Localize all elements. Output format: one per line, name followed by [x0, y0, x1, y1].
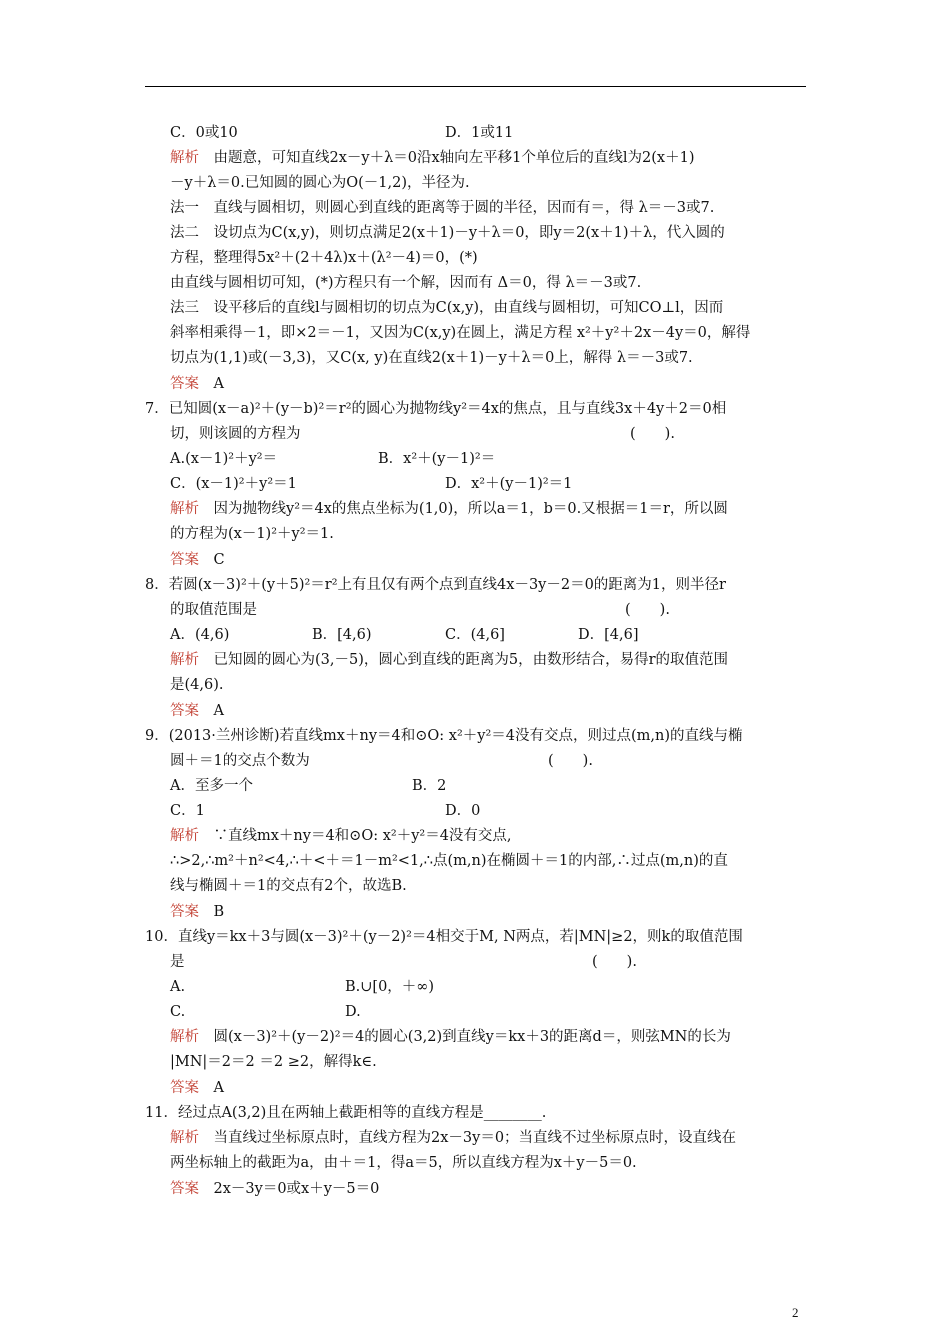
q8-analysis-line-1: 已知圆的圆心为(3,－5)，圆心到直线的距离为5，由数形结合，易得r的取值范围	[213, 652, 729, 668]
q6-analysis-line-1: 由题意，可知直线2x－y＋λ＝0沿x轴向左平移1个单位后的直线l为2(x＋1)	[213, 150, 695, 166]
q9-answer-blank: ( ).	[548, 753, 593, 769]
q9-option-a: A．至多一个	[170, 778, 253, 794]
q10-option-b: B.∪[0，＋∞)	[345, 979, 435, 995]
q8-answer-value: A	[213, 703, 224, 719]
q11-analysis-line-1: 当直线过坐标原点时，直线方程为2x－3y＝0；当直线不过坐标原点时，设直线在	[213, 1130, 737, 1146]
analysis-label: 解析	[170, 150, 199, 166]
q8-stem-line-2: 的取值范围是	[170, 602, 257, 618]
q6-method-2-line-1: 法二 设切点为C(x,y)，则切点满足2(x＋1)－y＋λ＝0，即y＝2(x＋1)＋λ，代入圆的	[170, 225, 725, 241]
q7-analysis	[170, 500, 728, 518]
q6-answer	[170, 375, 224, 393]
q10-option-a: A.	[170, 979, 186, 995]
q7-stem-line-1: 7．已知圆(x－a)²＋(y－b)²＝r²的圆心为抛物线y²＝4x的焦点，且与直线3x＋4y＋2＝0相	[145, 401, 727, 417]
q6-option-d: D．1或11	[445, 125, 514, 141]
q6-method-3-line-1: 法三 设平移后的直线l与圆相切的切点为C(x,y)，由直线与圆相切，可知CO⊥l，因而	[170, 300, 724, 316]
q6-analysis	[170, 149, 695, 167]
analysis-label: 解析	[170, 501, 199, 517]
q10-analysis-line-2: |MN|＝2＝2 ＝2 ≥2，解得k∈.	[170, 1054, 377, 1070]
q7-answer-value: C	[213, 552, 225, 568]
q6-method-3-line-2: 斜率相乘得－1，即×2＝－1，又因为C(x,y)在圆上，满足方程 x²＋y²＋2x－4y＝0，解得	[170, 325, 751, 341]
answer-label: 答案	[170, 1080, 199, 1096]
q10-stem-line-2: 是	[170, 954, 185, 970]
q9-analysis-line-2: ∴>2,∴m²＋n²<4,∴＋<＋＝1－m²<1,∴点(m,n)在椭圆＋＝1的内部,∴过点(m,n)的直	[170, 853, 728, 869]
q6-option-c: C．0或10	[170, 125, 238, 141]
q9-answer-value: B	[213, 904, 225, 920]
q8-analysis	[170, 651, 728, 669]
q10-option-d: D.	[345, 1004, 361, 1020]
q8-option-a: A．(4,6)	[170, 627, 230, 643]
q9-option-b: B．2	[412, 778, 447, 794]
q7-analysis-line-2: 的方程为(x－1)²＋y²＝1.	[170, 526, 334, 542]
q10-answer	[170, 1079, 224, 1097]
answer-label: 答案	[170, 376, 199, 392]
q6-method-2-line-2: 方程，整理得5x²＋(2＋4λ)x＋(λ²－4)＝0，(*)	[170, 250, 478, 266]
q8-answer-blank: ( ).	[625, 602, 670, 618]
q11-analysis-line-2: 两坐标轴上的截距为a，由＋＝1，得a＝5，所以直线方程为x＋y－5＝0.	[170, 1155, 637, 1171]
q9-option-c: C．1	[170, 803, 205, 819]
q10-answer-value: A	[213, 1080, 224, 1096]
q7-analysis-line-1: 因为抛物线y²＝4x的焦点坐标为(1,0)，所以a＝1，b＝0.又根据＝1＝r，所以圆	[213, 501, 728, 517]
q10-stem-line-1: 10．直线y＝kx＋3与圆(x－3)²＋(y－2)²＝4相交于M, N两点，若|MN|≥2，则k的取值范围	[145, 929, 743, 945]
page-number: 2	[792, 1305, 799, 1320]
analysis-label: 解析	[170, 1130, 199, 1146]
q8-analysis-line-2: 是(4,6).	[170, 677, 224, 693]
q9-answer	[170, 903, 224, 921]
analysis-label: 解析	[170, 828, 199, 844]
q11-answer-value: 2x－3y＝0或x＋y－5＝0	[213, 1181, 380, 1197]
q7-option-c: C．(x－1)²＋y²＝1	[170, 476, 297, 492]
analysis-label: 解析	[170, 1029, 199, 1045]
q11-stem: 11．经过点A(3,2)且在两轴上截距相等的直线方程是________.	[145, 1105, 547, 1121]
header-rule	[145, 86, 806, 87]
q7-option-b: B．x²＋(y－1)²＝	[378, 451, 496, 467]
q10-option-c: C.	[170, 1004, 186, 1020]
q6-method-3-line-3: 切点为(1,1)或(－3,3)，又C(x, y)在直线2(x＋1)－y＋λ＝0上，解得 λ＝－3或7.	[170, 350, 693, 366]
q6-method-2-line-3: 由直线与圆相切可知，(*)方程只有一个解，因而有 Δ＝0，得 λ＝－3或7.	[170, 275, 642, 291]
q8-option-c: C．(4,6]	[445, 627, 505, 643]
q11-answer	[170, 1180, 379, 1198]
q6-answer-value: A	[213, 376, 224, 392]
answer-label: 答案	[170, 904, 199, 920]
q7-answer-blank: ( ).	[630, 426, 675, 442]
q10-analysis	[170, 1028, 731, 1046]
q6-analysis-line-2: －y＋λ＝0.已知圆的圆心为O(－1,2)，半径为.	[170, 175, 470, 191]
q8-option-d: D．[4,6]	[578, 627, 639, 643]
answer-label: 答案	[170, 1181, 199, 1197]
q11-analysis	[170, 1129, 736, 1147]
answer-label: 答案	[170, 703, 199, 719]
q8-answer	[170, 702, 224, 720]
q9-option-d: D．0	[445, 803, 481, 819]
q9-stem-line-2: 圆＋＝1的交点个数为	[170, 753, 310, 769]
q7-option-d: D．x²＋(y－1)²＝1	[445, 476, 573, 492]
q9-stem-line-1: 9．(2013·兰州诊断)若直线mx＋ny＝4和⊙O: x²＋y²＝4没有交点，则过点(m,n)的直线与椭	[145, 728, 743, 744]
q7-answer	[170, 551, 225, 569]
q10-analysis-line-1: 圆(x－3)²＋(y－2)²＝4的圆心(3,2)到直线y＝kx＋3的距离d＝，则弦MN的长为	[213, 1029, 731, 1045]
q9-analysis	[170, 827, 512, 845]
q7-stem-line-2: 切，则该圆的方程为	[170, 426, 301, 442]
q8-stem-line-1: 8．若圆(x－3)²＋(y＋5)²＝r²上有且仅有两个点到直线4x－3y－2＝0的距离为1，则半径r	[145, 577, 726, 593]
q6-method-1: 法一 直线与圆相切，则圆心到直线的距离等于圆的半径，因而有＝，得 λ＝－3或7.	[170, 200, 715, 216]
q9-analysis-line-1: ∵直线mx＋ny＝4和⊙O: x²＋y²＝4没有交点,	[213, 828, 512, 844]
q9-analysis-line-3: 线与椭圆＋＝1的交点有2个，故选B.	[170, 878, 407, 894]
analysis-label: 解析	[170, 652, 199, 668]
q10-answer-blank: ( ).	[592, 954, 637, 970]
q7-option-a: A.(x－1)²＋y²＝	[170, 451, 278, 467]
answer-label: 答案	[170, 552, 199, 568]
q8-option-b: B．[4,6)	[312, 627, 372, 643]
